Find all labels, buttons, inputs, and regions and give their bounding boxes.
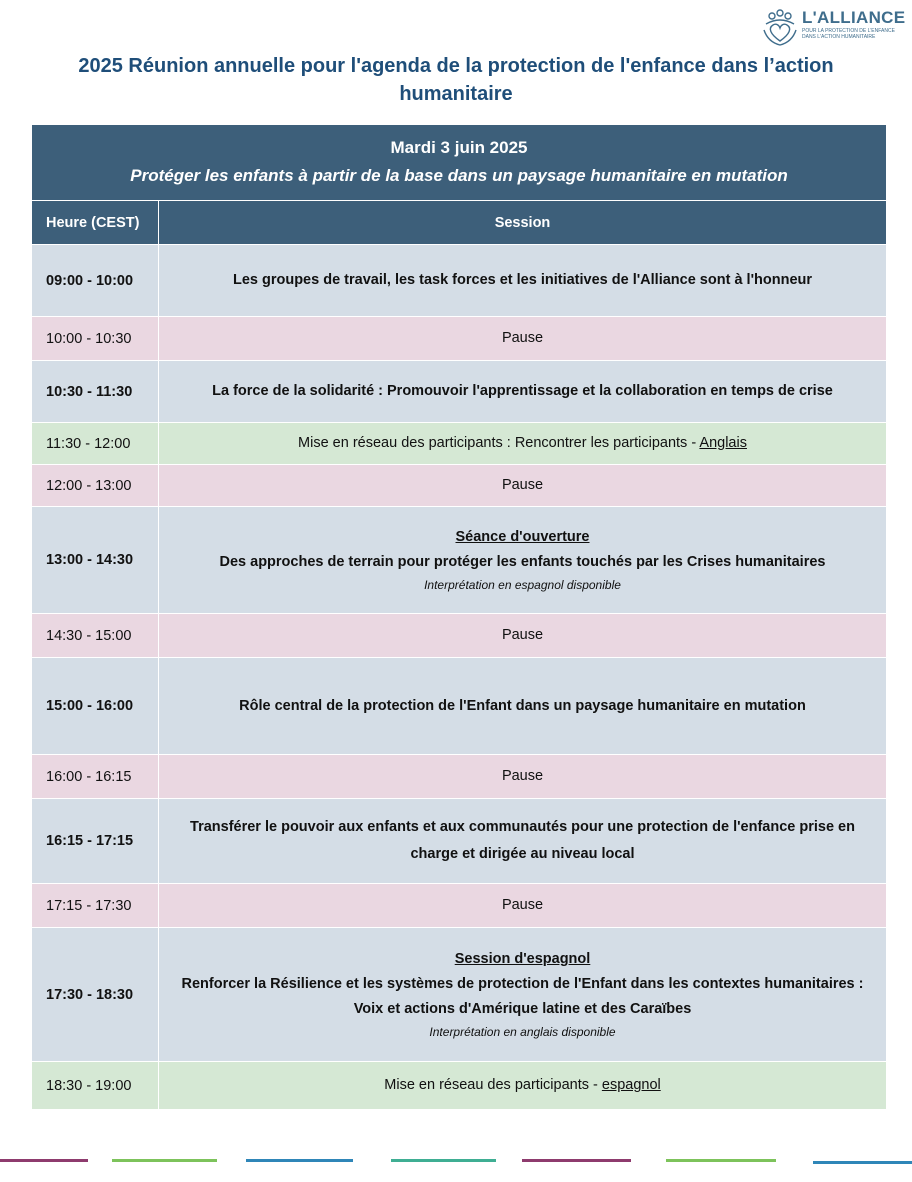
day-theme: Protéger les enfants à partir de la base dans un paysage humanitaire en mutation (130, 165, 788, 185)
column-headers (32, 201, 887, 245)
footer-decor-line (246, 1159, 353, 1162)
row-time: 17:15 - 17:30 (32, 884, 159, 928)
logo-subtitle-1: POUR LA PROTECTION DE L'ENFANCE (802, 28, 895, 34)
row-session: La force de la solidarité : Promouvoir l'apprentissage et la collaboration en temps de crise (159, 361, 887, 423)
language-link[interactable]: Anglais (699, 435, 747, 451)
row-session: Les groupes de travail, les task forces et les initiatives de l'Alliance sont à l'honneur (159, 245, 887, 317)
session-heading: Séance d'ouverture (455, 529, 590, 545)
table-row (32, 614, 887, 658)
row-time: 10:30 - 11:30 (32, 361, 159, 423)
interpretation-note: Interprétation en espagnol disponible (424, 578, 621, 592)
time-column-header: Heure (CEST) (32, 201, 159, 245)
footer-decor-line (813, 1161, 912, 1164)
row-time: 15:00 - 16:00 (32, 658, 159, 755)
session-text: Mise en réseau des participants : Rencontrer les participants - (298, 435, 700, 451)
row-session: Pause (159, 614, 887, 658)
row-time: 10:00 - 10:30 (32, 317, 159, 361)
row-time: 13:00 - 14:30 (32, 507, 159, 614)
row-session: Pause (159, 317, 887, 361)
row-time: 11:30 - 12:00 (32, 423, 159, 465)
footer-decor-line (522, 1159, 631, 1162)
alliance-logo (760, 6, 908, 50)
interpretation-note: Interprétation en anglais disponible (429, 1025, 616, 1039)
row-session (159, 1062, 887, 1110)
table-row (32, 658, 887, 755)
row-session: Pause (159, 465, 887, 507)
table-row (32, 884, 887, 928)
logo-name: L'ALLIANCE (802, 8, 906, 27)
row-session (159, 928, 887, 1062)
day-date: Mardi 3 juin 2025 (390, 137, 528, 157)
table-row (32, 317, 887, 361)
footer-decor-line (0, 1159, 88, 1162)
row-time: 14:30 - 15:00 (32, 614, 159, 658)
footer-decor-line (112, 1159, 217, 1162)
agenda-table (31, 124, 887, 1110)
day-banner (32, 125, 887, 201)
footer-decor-line (391, 1159, 496, 1162)
table-row (32, 755, 887, 799)
page-title: 2025 Réunion annuelle pour l'agenda de la protection de l'enfance dans l’action humanitaire (78, 55, 834, 105)
row-time: 16:15 - 17:15 (32, 799, 159, 884)
row-time: 18:30 - 19:00 (32, 1062, 159, 1110)
row-session: Rôle central de la protection de l'Enfant dans un paysage humanitaire en mutation (159, 658, 887, 755)
row-time: 09:00 - 10:00 (32, 245, 159, 317)
row-session: Pause (159, 755, 887, 799)
table-row (32, 361, 887, 423)
table-row (32, 799, 887, 884)
row-session (159, 423, 887, 465)
session-column-header: Session (159, 201, 887, 245)
table-row (32, 928, 887, 1062)
row-session: Transférer le pouvoir aux enfants et aux communautés pour une protection de l'enfance prise en charge et dirigée au niveau local (159, 799, 887, 884)
table-row (32, 465, 887, 507)
session-text: Renforcer la Résilience et les systèmes de protection de l'Enfant dans les contextes humanitaires : Voix et actions d'Amérique latine et des Caraïbes (181, 976, 864, 1017)
session-text: Des approches de terrain pour protéger les enfants touchés par les Crises humanitaires (219, 554, 826, 570)
session-heading: Session d'espagnol (454, 951, 591, 967)
row-time: 17:30 - 18:30 (32, 928, 159, 1062)
footer-decor-line (666, 1159, 776, 1162)
table-row (32, 507, 887, 614)
hands-heart-icon (760, 8, 800, 48)
row-time: 16:00 - 16:15 (32, 755, 159, 799)
logo-subtitle-2: DANS L'ACTION HUMANITAIRE (802, 34, 876, 40)
table-row (32, 245, 887, 317)
row-session (159, 507, 887, 614)
table-row (32, 1062, 887, 1110)
row-time: 12:00 - 13:00 (32, 465, 159, 507)
table-row (32, 423, 887, 465)
session-text: Mise en réseau des participants - (384, 1077, 602, 1093)
language-link[interactable]: espagnol (601, 1077, 661, 1093)
row-session: Pause (159, 884, 887, 928)
